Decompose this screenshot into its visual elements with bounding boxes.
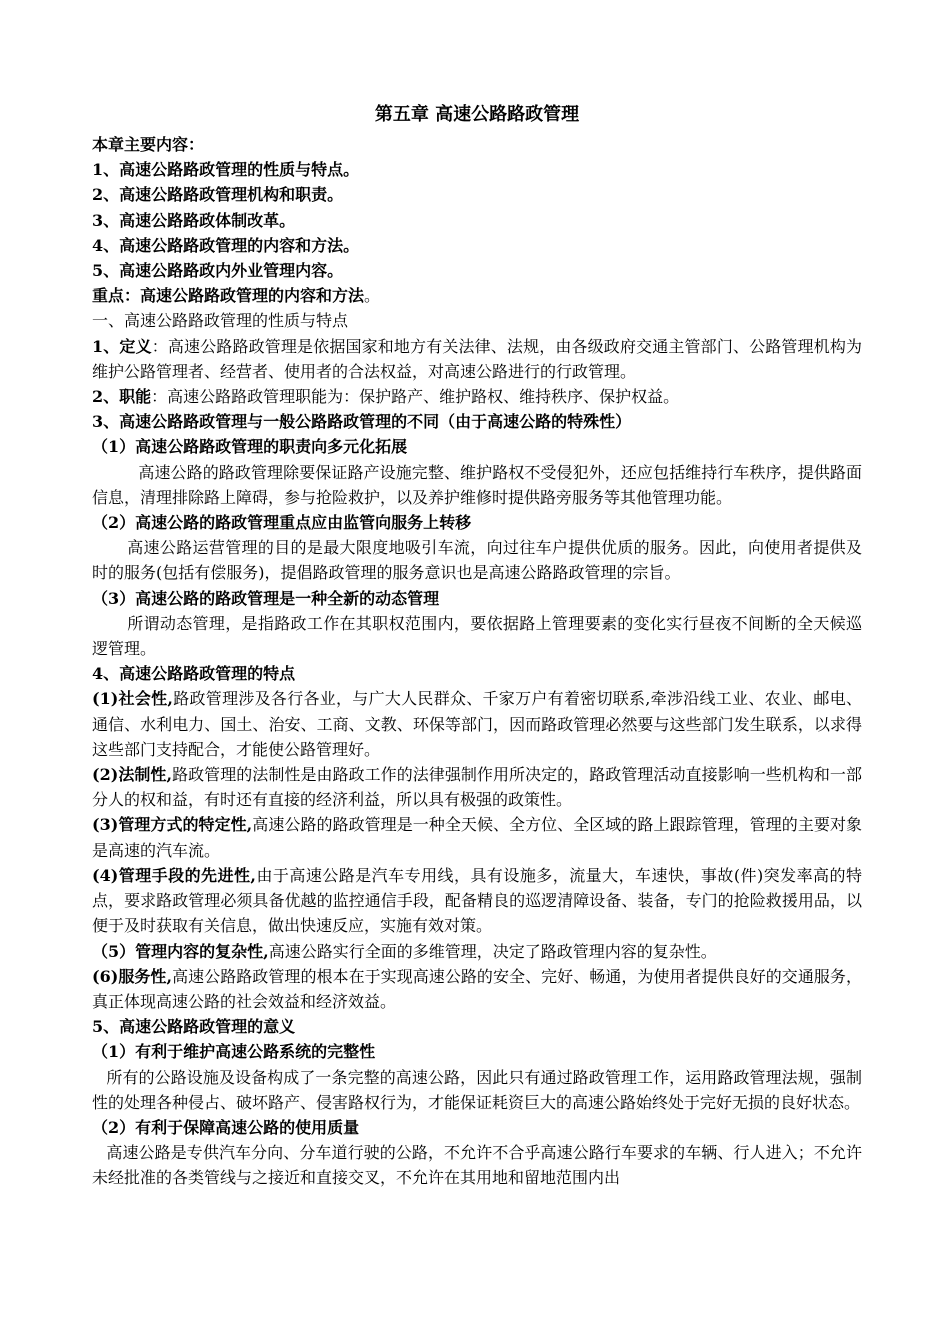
significance-heading: 5、高速公路路政管理的意义 (92, 1017, 296, 1037)
feature-1 (92, 686, 862, 762)
difference-3-text: 所谓动态管理，是指路政工作在其职权范围内，要依据路上管理要素的变化实行昼夜不间断的全天候巡逻管理。 (92, 613, 862, 659)
feature-6 (92, 964, 862, 1014)
feature-3-label: (3)管理方式的特定性, (92, 815, 253, 835)
intro-item: 2、高速公路路政管理机构和职责。 (92, 185, 344, 205)
key-text: 高速公路路政管理的内容和方法 (140, 286, 365, 306)
difference-2-text: 高速公路运营管理的目的是最大限度地吸引车流，向过往车户提供优质的服务。因此，向使用者提供及时的服务(包括有偿服务)，提倡路政管理的服务意识也是高速公路路政管理的宗旨。 (92, 538, 862, 583)
key-point (92, 283, 862, 308)
intro-heading: 本章主要内容： (92, 135, 205, 154)
difference-3-heading: （3）高速公路的路政管理是一种全新的动态管理 (92, 588, 440, 608)
features-heading: 4、高速公路路政管理的特点 (92, 664, 296, 684)
feature-4-label: (4)管理手段的先进性, (92, 865, 256, 885)
feature-6-label: (6)服务性, (92, 966, 173, 986)
feature-3 (92, 812, 862, 862)
definition-text: ：高速公路路政管理是依据国家和地方有关法律、法规，由各级政府交通主管部门、公路管理机构为维护公路管理者、经营者、使用者的合法权益，对高速公路进行的行政管理。 (92, 336, 862, 381)
intro-item: 1、高速公路路政管理的性质与特点。 (92, 160, 360, 180)
feature-3-text: 高速公路的路政管理是一种全天候、全方位、全区域的路上跟踪管理，管理的主要对象是高速的汽车流。 (92, 815, 862, 860)
feature-1-label: (1)社会性, (92, 689, 173, 709)
feature-5-label: （5）管理内容的复杂性, (92, 941, 269, 961)
significance-2-text: 高速公路是专供汽车分向、分车道行驶的公路，不允许不合乎高速公路行车要求的车辆、行人进入；不允许未经批准的各类管线与之接近和直接交叉，不允许在其用地和留地范围内出 (92, 1143, 862, 1188)
feature-2-label: (2)法制性, (92, 765, 173, 785)
section-heading: 一、高速公路路政管理的性质与特点 (92, 311, 349, 331)
intro-item: 5、高速公路路政内外业管理内容。 (92, 261, 344, 281)
significance-2-heading: （2）有利于保障高速公路的使用质量 (92, 1117, 360, 1137)
difference-1-text: 高速公路的路政管理除要保证路产设施完整、维护路权不受侵犯外，还应包括维持行车秩序，提供路面信息，清理排除路上障碍，参与抢险救护，以及养护维修时提供路旁服务等其他管理功能。 (92, 462, 862, 507)
definition-label: 1、定义 (92, 336, 152, 356)
difference-heading: 3、高速公路路政管理与一般公路路政管理的不同（由于高速公路的特殊性） (92, 412, 632, 432)
feature-6-text: 高速公路路政管理的根本在于实现高速公路的安全、完好、畅通，为使用者提供良好的交通服务，真正体现高速公路的社会效益和经济效益。 (92, 966, 862, 1011)
key-label: 重点： (92, 286, 141, 306)
definition (92, 334, 862, 384)
key-end: 。 (364, 286, 381, 306)
difference-1-heading: （1）高速公路路政管理的职责向多元化拓展 (92, 437, 408, 457)
feature-4 (92, 863, 862, 939)
feature-4-text: 由于高速公路是汽车专用线，具有设施多，流量大，车速快，事故(件)突发率高的特点，要求路政管理必须具备优越的监控通信手段，配备精良的巡逻清障设备、装备，专门的抢险救援用品，以便于及时获取有关信息，做出快速反应，实施有效对策。 (92, 865, 862, 936)
feature-5-text: 高速公路实行全面的多维管理，决定了路政管理内容的复杂性。 (268, 941, 717, 961)
feature-2-text: 路政管理的法制性是由路政工作的法律强制作用所决定的，路政管理活动直接影响一些机构和一部分人的权和益，有时还有直接的经济利益，所以具有极强的政策性。 (92, 765, 862, 810)
chapter-title: 第五章 高速公路路政管理 (374, 104, 580, 125)
feature-1-text: 路政管理涉及各行各业，与广大人民群众、千家万户有着密切联系,牵涉沿线工业、农业、邮电、通信、水利电力、国土、治安、工商、文教、环保等部门，因而路政管理必然要与这些部门发生联系，以求得这些部门支持配合，才能使公路管理好。 (92, 689, 862, 759)
difference-2-heading: （2）高速公路的路政管理重点应由监管向服务上转移 (92, 513, 472, 533)
significance-1-text: 所有的公路设施及设备构成了一条完整的高速公路，因此只有通过路政管理工作，运用路政管理法规，强制性的处理各种侵占、破坏路产、侵害路权行为，才能保证耗资巨大的高速公路始终处于完好无损的良好状态。 (92, 1067, 862, 1112)
intro-item: 3、高速公路路政体制改革。 (92, 210, 296, 230)
intro-item: 4、高速公路路政管理的内容和方法。 (92, 235, 360, 255)
function (92, 384, 862, 409)
function-label: 2、职能 (92, 387, 152, 407)
function-text: ：高速公路路政管理职能为：保护路产、维护路权、维持秩序、保护权益。 (151, 387, 680, 407)
feature-5 (92, 939, 862, 964)
feature-2 (92, 762, 862, 812)
document-page (92, 98, 862, 1191)
significance-1-heading: （1）有利于维护高速公路系统的完整性 (92, 1042, 376, 1062)
